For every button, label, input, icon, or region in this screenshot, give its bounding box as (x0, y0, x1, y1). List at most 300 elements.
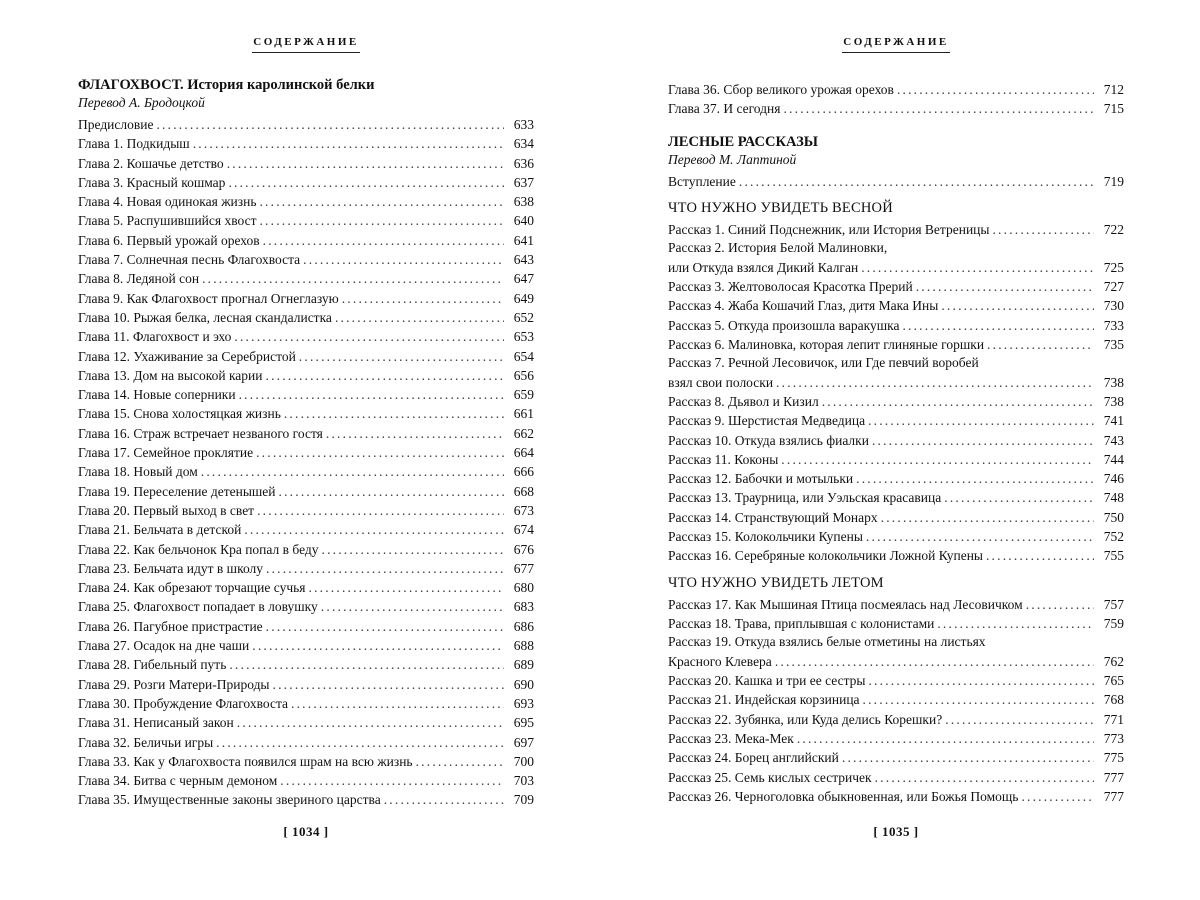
toc-entry-title: Глава 33. Как у Флагохвоста появился шрам на всю жизнь (78, 753, 413, 769)
toc-entry (668, 411, 1124, 430)
toc-entry (668, 469, 1124, 488)
dot-leader (156, 115, 504, 134)
dot-leader (335, 308, 504, 327)
toc-entry (668, 80, 1124, 99)
toc-entry-row (668, 277, 1124, 296)
toc-entry-row (78, 347, 534, 366)
dot-leader (259, 192, 504, 211)
toc-section (668, 199, 1124, 566)
toc-entry-page: 653 (513, 329, 534, 345)
toc-entry-page: 654 (513, 348, 534, 364)
toc-entry-page: 637 (513, 174, 534, 190)
toc-entry (668, 296, 1124, 315)
toc-entry-title: Глава 7. Солнечная песнь Флагохвоста (78, 252, 301, 268)
toc-entry-row (668, 527, 1124, 546)
dot-leader (228, 173, 504, 192)
running-head (78, 36, 534, 53)
toc-entry-title: Глава 18. Новый дом (78, 464, 198, 480)
toc-entry-page: 762 (1103, 653, 1124, 669)
dot-leader (284, 404, 504, 423)
toc-entry-row (78, 385, 534, 404)
toc-entry-page: 712 (1103, 82, 1124, 97)
toc-entry-row (78, 559, 534, 578)
dot-leader (863, 690, 1094, 709)
toc-entry-page: 719 (1103, 173, 1124, 189)
dot-leader (739, 172, 1094, 191)
dot-leader (280, 771, 504, 790)
toc-entry-row (78, 211, 534, 230)
toc-entry-page: 727 (1103, 278, 1124, 294)
toc-entry-title: Глава 3. Красный кошмар (78, 174, 226, 190)
dot-leader (257, 501, 504, 520)
toc-entry-row (668, 710, 1124, 729)
toc-entry-title: Рассказ 12. Бабочки и мотыльки (668, 471, 854, 487)
toc-entry (78, 655, 534, 674)
toc-entry-title: Глава 34. Битва с черным демоном (78, 773, 278, 789)
toc-entry (78, 115, 534, 134)
toc-entry (668, 633, 1124, 671)
dot-leader (987, 335, 1094, 354)
toc-entry-row (668, 99, 1124, 118)
toc-entry-row (668, 488, 1124, 507)
dot-leader (881, 508, 1094, 527)
toc-entry-list (78, 115, 534, 810)
toc-entry (78, 134, 534, 153)
toc-entry-page: 673 (513, 502, 534, 518)
toc-entry-page: 686 (513, 618, 534, 634)
toc-entry-title: Глава 20. Первый выход в свет (78, 502, 255, 518)
toc-entry (78, 462, 534, 481)
dot-leader (872, 431, 1094, 450)
toc-entry (668, 392, 1124, 411)
toc-entry-title: Глава 12. Ухаживание за Серебристой (78, 348, 296, 364)
toc-entry-title: Глава 5. Распушившийся хвост (78, 213, 257, 229)
toc-entry-title: Предисловие (78, 117, 154, 132)
toc-entry-page: 697 (513, 734, 534, 750)
dot-leader (868, 411, 1094, 430)
toc-entry-row (668, 316, 1124, 335)
dot-leader (856, 469, 1094, 488)
book-title: ФЛАГОХВОСТ. История каролинской белки (78, 77, 375, 93)
toc-entry-title: Рассказ 15. Колокольчики Купены (668, 529, 863, 545)
toc-entry-row (668, 296, 1124, 315)
dot-leader (868, 671, 1094, 690)
toc-entry-title: Глава 1. Подкидыш (78, 136, 190, 152)
toc-entry (78, 733, 534, 752)
toc-entry (668, 595, 1124, 614)
toc-entry-row (78, 597, 534, 616)
toc-entry-row (78, 366, 534, 385)
toc-section (668, 574, 1124, 806)
running-head-rule (842, 52, 950, 53)
dot-leader (216, 733, 504, 752)
dot-leader (321, 597, 504, 616)
toc-entry-title: Глава 31. Неписаный закон (78, 715, 234, 731)
running-head-rule (252, 52, 360, 53)
toc-entry-title-line: Рассказ 7. Речной Лесовичок, или Где певчий воробей (668, 355, 979, 371)
right-toc (668, 80, 1124, 806)
toc-entry (78, 713, 534, 732)
toc-entry (668, 220, 1124, 239)
dot-leader (303, 250, 504, 269)
dot-leader (266, 366, 505, 385)
toc-entry-row (668, 614, 1124, 633)
dot-leader (201, 462, 504, 481)
toc-entry-row (78, 115, 534, 134)
toc-entry-page: 688 (513, 638, 534, 654)
dot-leader (263, 231, 504, 250)
toc-entry-row (78, 675, 534, 694)
toc-entry-page: 741 (1103, 413, 1124, 429)
toc-entry (78, 347, 534, 366)
dot-leader (384, 790, 504, 809)
toc-entry-page: 771 (1103, 711, 1124, 727)
toc-entry-page: 735 (1103, 336, 1124, 352)
toc-entry-title: Рассказ 22. Зубянка, или Куда делись Корешки? (668, 711, 943, 727)
toc-entry (668, 614, 1124, 633)
toc-entry-title: Глава 6. Первый урожай орехов (78, 232, 260, 248)
toc-entry-title: Рассказ 3. Желтоволосая Красотка Прерий (668, 278, 913, 294)
toc-entry-row (668, 690, 1124, 709)
toc-entry-row (78, 578, 534, 597)
toc-entry (668, 787, 1124, 806)
dot-leader (916, 277, 1094, 296)
toc-entry-row (78, 134, 534, 153)
dot-leader (986, 546, 1094, 565)
toc-entry-page: 668 (513, 483, 534, 499)
toc-entry (668, 354, 1124, 392)
toc-entry-row (78, 443, 534, 462)
dot-leader (273, 675, 504, 694)
toc-entry (78, 289, 534, 308)
toc-entry-page: 709 (513, 792, 534, 808)
toc-entry-row (78, 289, 534, 308)
toc-entry-row (78, 752, 534, 771)
toc-entry-title: Глава 28. Гибельный путь (78, 657, 227, 673)
toc-entry-title: Рассказ 4. Жаба Кошачий Глаз, дитя Мака Ины (668, 298, 939, 314)
toc-entry-row (668, 172, 1124, 191)
toc-entry-row (668, 392, 1124, 411)
toc-entry-title: Глава 16. Страж встречает незваного гостя (78, 425, 323, 441)
dot-leader (202, 269, 504, 288)
dot-leader (237, 713, 504, 732)
dot-leader (239, 385, 504, 404)
toc-entry (78, 578, 534, 597)
toc-entry-row (78, 231, 534, 250)
toc-entry-row (668, 450, 1124, 469)
toc-entry-page: 750 (1103, 509, 1124, 525)
toc-entry-page: 743 (1103, 432, 1124, 448)
toc-entry-row (78, 154, 534, 173)
toc-entry (78, 790, 534, 809)
dot-leader (227, 154, 504, 173)
toc-entry (668, 316, 1124, 335)
toc-entry-page: 703 (513, 773, 534, 789)
toc-entry-page: 641 (513, 232, 534, 248)
toc-entry (668, 671, 1124, 690)
toc-entry-row (668, 546, 1124, 565)
toc-entry-page: 640 (513, 213, 534, 229)
toc-entry-title: Глава 32. Беличьи игры (78, 734, 214, 750)
toc-entry (78, 540, 534, 559)
toc-entry-row (78, 540, 534, 559)
toc-entry-row (668, 595, 1124, 614)
dot-leader (416, 752, 504, 771)
toc-entry-row (668, 373, 1124, 392)
toc-entry-row (668, 220, 1124, 239)
toc-entry-row (668, 335, 1124, 354)
toc-entry-row (78, 694, 534, 713)
toc-entry-row (668, 671, 1124, 690)
dot-leader (234, 327, 504, 346)
dot-leader (326, 424, 504, 443)
toc-entry-title-line: Рассказ 19. Откуда взялись белые отметины на листьях (668, 634, 986, 650)
toc-entry-title: Глава 8. Ледяной сон (78, 271, 200, 287)
toc-entry-title: Рассказ 8. Дьявол и Кизил (668, 393, 819, 409)
toc-entry-page: 752 (1103, 529, 1124, 545)
toc-entry-title: взял свои полоски (668, 374, 774, 390)
toc-entry-title: Глава 17. Семейное проклятие (78, 445, 254, 461)
toc-entry-title: Рассказ 1. Синий Подснежник, или История Ветреницы (668, 221, 990, 237)
toc-entry-row (668, 787, 1124, 806)
toc-entry-title: Глава 9. Как Флагохвост прогнал Огнеглазую (78, 290, 339, 306)
toc-entry-row (78, 308, 534, 327)
toc-entry (78, 154, 534, 173)
toc-entry-title-line: Рассказ 2. История Белой Малиновки, (668, 240, 888, 256)
toc-entry (78, 617, 534, 636)
toc-entry-page: 765 (1103, 673, 1124, 689)
toc-entry-row (78, 790, 534, 809)
toc-entry-page: 777 (1103, 769, 1124, 785)
dot-leader (945, 710, 1094, 729)
dot-leader (897, 80, 1094, 99)
toc-entry (668, 488, 1124, 507)
dot-leader (783, 99, 1094, 118)
toc-entry-row (78, 327, 534, 346)
toc-entry-row (668, 469, 1124, 488)
toc-entry-row (668, 80, 1124, 99)
translator-credit: Перевод М. Лаптиной (668, 151, 797, 167)
toc-entry-title: Рассказ 10. Откуда взялись фиалки (668, 432, 869, 448)
page-number: [ 1034 ] (283, 824, 329, 839)
dot-leader (861, 258, 1094, 277)
dot-leader (252, 636, 504, 655)
dot-leader (279, 482, 504, 501)
toc-entry (78, 559, 534, 578)
toc-entry (668, 768, 1124, 787)
toc-entry-page: 659 (513, 387, 534, 403)
toc-entry-page: 664 (513, 445, 534, 461)
toc-entry (668, 239, 1124, 277)
toc-entry-title: Глава 36. Сбор великого урожая орехов (668, 82, 894, 97)
dot-leader (299, 347, 504, 366)
toc-entry (78, 211, 534, 230)
toc-entry-page: 638 (513, 194, 534, 210)
toc-entry-page: 695 (513, 715, 534, 731)
toc-entry (668, 710, 1124, 729)
toc-entry-page: 652 (513, 309, 534, 325)
toc-entry (78, 404, 534, 423)
toc-entry-row (668, 768, 1124, 787)
toc-entry-title: Рассказ 26. Черноголовка обыкновенная, или Божья Помощь (668, 788, 1019, 804)
toc-entry-row (78, 173, 534, 192)
toc-sections (668, 199, 1124, 806)
toc-entry-page: 738 (1103, 374, 1124, 390)
toc-entry-title: Глава 11. Флагохвост и эхо (78, 329, 232, 345)
toc-entry (78, 694, 534, 713)
running-head-text: СОДЕРЖАНИЕ (253, 36, 359, 48)
dot-leader (193, 134, 504, 153)
toc-entry (668, 546, 1124, 565)
toc-entry-page: 757 (1103, 596, 1124, 612)
toc-entry-row (78, 520, 534, 539)
toc-entry-title: Красного Клевера (668, 653, 772, 669)
toc-entry-title: Глава 15. Снова холостяцкая жизнь (78, 406, 281, 422)
toc-entry-row (78, 655, 534, 674)
toc-entry-page: 725 (1103, 259, 1124, 275)
toc-entry (668, 99, 1124, 118)
toc-entry (78, 597, 534, 616)
toc-entry-row (78, 771, 534, 790)
toc-entry-row (78, 269, 534, 288)
toc-entry (668, 508, 1124, 527)
toc-entry-title: Глава 22. Как бельчонок Кра попал в беду (78, 541, 319, 557)
toc-entry-title: Рассказ 21. Индейская корзиница (668, 692, 860, 708)
toc-entry-row (668, 258, 1124, 277)
running-head-text: СОДЕРЖАНИЕ (843, 36, 949, 48)
toc-entry-page: 755 (1103, 548, 1124, 564)
toc-entry-row (78, 192, 534, 211)
toc-entry-list (668, 80, 1124, 119)
toc-entry-title: Глава 4. Новая одинокая жизнь (78, 194, 257, 210)
toc-entry-title: Глава 25. Флагохвост попадает в ловушку (78, 599, 318, 615)
translator-credit: Перевод А. Бродоцкой (78, 95, 205, 110)
toc-entry-page: 768 (1103, 692, 1124, 708)
toc-entry-page: 643 (513, 252, 534, 268)
dot-leader (244, 520, 504, 539)
dot-leader (797, 729, 1094, 748)
dot-leader (1021, 787, 1094, 806)
toc-entry (78, 173, 534, 192)
toc-entry-page: 690 (513, 676, 534, 692)
toc-entry-page: 656 (513, 367, 534, 383)
toc-entry-row (78, 404, 534, 423)
toc-entry-title: Рассказ 9. Шерстистая Медведица (668, 413, 866, 429)
toc-entry-page: 715 (1103, 101, 1124, 117)
toc-entry-title: Глава 26. Пагубное пристрастие (78, 618, 263, 634)
toc-entry-title: Глава 13. Дом на высокой карии (78, 367, 263, 383)
toc-entry (78, 443, 534, 462)
dot-leader (902, 316, 1094, 335)
toc-entry-page: 773 (1103, 730, 1124, 746)
toc-entry-title: Рассказ 24. Борец английский (668, 750, 839, 766)
toc-entry-row (668, 431, 1124, 450)
toc-entry-title: Рассказ 11. Коконы (668, 451, 779, 467)
toc-entry-page: 662 (513, 425, 534, 441)
toc-entry-title: Рассказ 17. Как Мышиная Птица посмеялась над Лесовичком (668, 596, 1023, 612)
toc-entry-page: 634 (513, 136, 534, 152)
toc-entry-page: 666 (513, 464, 534, 480)
toc-entry-page: 636 (513, 155, 534, 171)
toc-entry (78, 269, 534, 288)
toc-entry-title: Рассказ 14. Странствующий Монарх (668, 509, 878, 525)
dot-leader (992, 220, 1094, 239)
toc-entry-page: 693 (513, 695, 534, 711)
toc-entry (668, 172, 1124, 191)
toc-entry-title: Глава 21. Бельчата в детской (78, 522, 242, 538)
toc-entry-page: 744 (1103, 451, 1124, 467)
toc-entry-page: 647 (513, 271, 534, 287)
toc-entry-row (668, 411, 1124, 430)
toc-entry (78, 192, 534, 211)
toc-entry-title: Глава 30. Пробуждение Флагохвоста (78, 695, 289, 711)
toc-entry-page: 777 (1103, 788, 1124, 804)
right-page (668, 0, 1124, 900)
toc-entry-title: Глава 24. Как обрезают торчащие сучья (78, 580, 306, 596)
left-toc (78, 76, 534, 810)
toc-entry-page: 649 (513, 290, 534, 306)
left-page (78, 0, 534, 900)
dot-leader (291, 694, 504, 713)
section-title: ЧТО НУЖНО УВИДЕТЬ ЛЕТОМ (668, 574, 884, 591)
toc-entry-title: Глава 2. Кошачье детство (78, 155, 224, 171)
toc-entry (668, 431, 1124, 450)
toc-entry-page: 677 (513, 560, 534, 576)
toc-entry-list (668, 172, 1124, 191)
toc-entry-title: Глава 10. Рыжая белка, лесная скандалистка (78, 309, 332, 325)
toc-entry-page: 700 (513, 753, 534, 769)
toc-entry (668, 690, 1124, 709)
dot-leader (822, 392, 1094, 411)
toc-entry (78, 636, 534, 655)
toc-entry-title: Рассказ 5. Откуда произошла варакушка (668, 317, 900, 333)
toc-entry-title: Глава 35. Имущественные законы звериного царства (78, 792, 381, 808)
toc-entry-row (78, 250, 534, 269)
toc-entry-page: 775 (1103, 750, 1124, 766)
toc-entry (668, 527, 1124, 546)
toc-entry (668, 729, 1124, 748)
dot-leader (309, 578, 505, 597)
dot-leader (937, 614, 1094, 633)
toc-entry (78, 520, 534, 539)
toc-entry-page: 689 (513, 657, 534, 673)
toc-entry (668, 335, 1124, 354)
toc-entry-title: Рассказ 16. Серебряные колокольчики Ложной Купены (668, 548, 983, 564)
toc-entry-title: Вступление (668, 173, 736, 189)
toc-entry-title: Рассказ 6. Малиновка, которая лепит глиняные горшки (668, 336, 985, 352)
toc-entry-page: 676 (513, 541, 534, 557)
dot-leader (229, 655, 504, 674)
dot-leader (866, 527, 1094, 546)
toc-entry-row (78, 617, 534, 636)
toc-entry (668, 277, 1124, 296)
toc-entry-page: 722 (1103, 221, 1124, 237)
toc-entry-row (78, 482, 534, 501)
toc-entry (78, 385, 534, 404)
dot-leader (259, 211, 504, 230)
toc-entry-row (78, 501, 534, 520)
toc-entry-page: 730 (1103, 298, 1124, 314)
dot-leader (944, 488, 1094, 507)
dot-leader (776, 373, 1094, 392)
toc-entry-title: Рассказ 25. Семь кислых сестричек (668, 769, 872, 785)
toc-entry (78, 308, 534, 327)
toc-entry-page: 733 (1103, 317, 1124, 333)
toc-entry (78, 250, 534, 269)
toc-entry-title: Рассказ 18. Трава, приплывшая с колонистами (668, 615, 935, 631)
toc-entry-title: Глава 37. И сегодня (668, 101, 781, 117)
toc-entry-title: Глава 19. Переселение детенышей (78, 483, 276, 499)
